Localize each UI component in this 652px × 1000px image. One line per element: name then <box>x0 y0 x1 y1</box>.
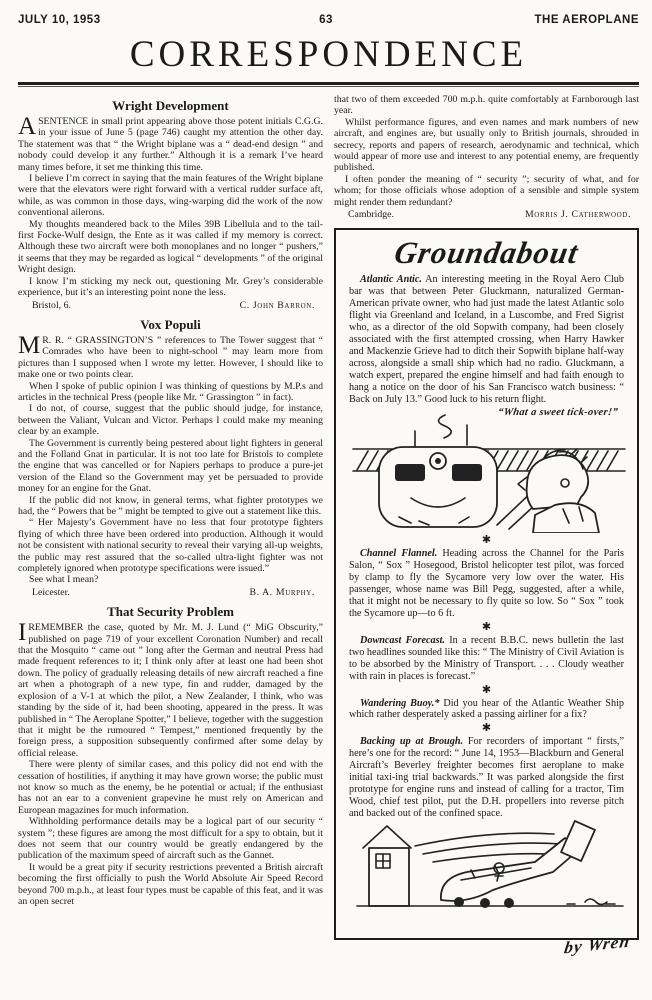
letter-paragraph: I believe I’m correct in saying that the main features of the Wright biplane were that the elevators were right forward with a vertical rudder surface aft, while, as was common in those days, wing-warping did the work of the now conventional ailerons. <box>18 173 323 219</box>
item-text: In a recent B.B.C. news bulletin the last two headlines sounded like this: “ The Ministry of Civil Aviation is to be absorbed by the Ministry of Transport. . . . Cloudy weather with rain in places is forecast.” <box>349 634 625 682</box>
item-text: An interesting meeting in the Royal Aero Club bar was that between Peter Gluckmann, naturalized German-American private owner, who had just made the latest Atlantic solo flight via Greenland and Iceland, in a Luscombe, and Fred Sigrist who, as a director of the old Sopwith company, had been closely associated with the first attempted crossing, when Harry Hawker and Mackenzie Grieve had to ditch their Sopwith biplane half-way across, alongside a small ship which had no radio. Gluckmann, a watch expert, prepared the engine himself and had faith enough to hang a notice on the door of his San Francisco watch business: “ Back on July 13.” Good luck to his return flight. <box>349 274 624 405</box>
item-text: Heading across the Channel for the Paris Salon, “ Sox ” Hosegood, Bristol helicopter test pilot, was forced by clamp to fly the Sycamore very low over the water. His passenger, whose name was Bill Pegg, suggested, after a while, that it might not be necessary to fly quite so low. So “ Sox ” took the Sycamore up—to 6 ft. <box>349 548 624 619</box>
dropcap: I <box>18 619 27 647</box>
signature-name: C. John Barron. <box>239 299 315 311</box>
groundabout-heading: Groundabout <box>391 235 582 271</box>
letter-heading: That Security Problem <box>107 604 234 620</box>
asterisk-divider-icon: ✱ <box>481 620 492 633</box>
letter-signature <box>18 299 323 313</box>
item-text: Did you hear of the Atlantic Weather Ship which rather desperately asked a passing airliner for a fix? <box>349 697 624 721</box>
letter-paragraph: The Government is currently being pestered about light fighters in general and the Folland Gnat in particular. It is not too late for Bristols to complete the engine that was cancelled or for Napiers perhaps to produce a pure-jet version of the Eland so the Government may yet be persuaded to provide money for an engine for the Gnat. <box>18 437 323 495</box>
letter-signature <box>334 208 639 222</box>
signature-location: Leicester. <box>32 586 70 598</box>
letter-heading: Vox Populi <box>140 316 201 332</box>
letter-paragraph: It would be a great pity if security restrictions prevented a British aircraft becoming the first officially to push the World Absolute Air Speed Record beyond 700 m.p.h., at least four types must be capable of this feat, and it was an open secret <box>18 861 323 907</box>
letter-text: SENTENCE in small print appearing above those potent initials C.G.G. in your issue of June 5 (page 746) caught my attention the other day. The statement was that “ the Wright biplane was a “ dead-end design ” and nobody could develop it any further.” Although it is a remark I’ve heard many times before, it set me thinking this time. <box>18 116 323 173</box>
asterisk-divider-icon: ✱ <box>481 722 492 735</box>
issue-date: JULY 10, 1953 <box>18 14 101 26</box>
letter-paragraph: “ Her Majesty’s Government have no less that four prototype fighters flying of which three have been ordered into production. Although it would not be consistent with national security to reveal their varying all-up weights, the public may rest assured that the so-called ultra-light fighter was not completely ignored when prototype specifications were issued.” <box>18 517 323 575</box>
letter-paragraph: See what I mean? <box>29 574 99 586</box>
letter-continuation <box>334 94 639 222</box>
letter-paragraph <box>18 331 323 381</box>
masthead <box>18 14 639 26</box>
letter-that-security-problem <box>18 604 323 907</box>
groundabout-item <box>349 736 624 819</box>
letter-paragraph <box>18 113 323 173</box>
signature-name: Morris J. Catherwood. <box>524 209 631 221</box>
cartoon-caption: “What a sweet tick-over!” <box>497 407 619 419</box>
page-title: CORRESPONDENCE <box>129 34 528 75</box>
signature-location: Bristol, 6. <box>32 299 71 311</box>
letter-paragraph: Whilst performance figures, and even names and mark numbers of new aircraft, and engines are, but usually only to British journals, shrouded in secrecy, reports and papers of research, aerodynamic and technical, which would appear of more use and interest to any potential enemy, are frequently published. <box>334 116 639 174</box>
two-column-layout <box>18 94 639 958</box>
item-text: For recorders of important “ firsts,” here’s one for the record: “ June 14, 1953—Blackburn and General Aircraft’s Beverley freighter becomes first aeroplane to make initial taxi-ing trial backwards.” It was parked alongside the first prototype for engine runs and instead of calling for a tractor, Tim Wood, chief test pilot, put the D.H. propellers into reverse pitch and backed out of the confined space. <box>349 736 624 819</box>
artist-signature: by Wren <box>562 931 632 958</box>
item-title: Atlantic Antic. <box>360 274 422 286</box>
letter-paragraph: I know I’m sticking my neck out, questioning Mr. Grey’s considerable experience, but it’s an interesting point none the less. <box>18 275 323 299</box>
left-column <box>18 94 323 940</box>
groundabout-item <box>349 548 624 619</box>
right-column <box>334 94 639 958</box>
dropcap: M <box>18 331 41 359</box>
letter-signature <box>18 586 323 600</box>
signature-location: Cambridge. <box>348 209 394 221</box>
groundabout-item <box>349 698 624 722</box>
letter-vox-populi <box>18 317 323 600</box>
item-title: Downcast Forecast. <box>360 634 445 646</box>
groundabout-item <box>349 635 624 683</box>
page-number: 63 <box>319 14 333 26</box>
letter-paragraph: My thoughts meandered back to the Miles 39B Libellula and to the tail-first Focke-Wulf design, the Ente as it was called if my memory is correct. Although these two aircraft were both monoplanes and no longer “ pushers,” it seems that they may be regarded as logical “ developments ” of the original Wright design. <box>18 218 323 276</box>
dropcap: A <box>18 113 37 140</box>
groundabout-box <box>334 228 639 958</box>
asterisk-divider-icon: ✱ <box>481 683 492 696</box>
letter-paragraph <box>18 619 323 759</box>
letter-paragraph: I do not, of course, suggest that the public should judge, for instance, between the Valiant, Vulcan and Victor. Perhaps I could make my meaning clear by an example. <box>18 403 323 438</box>
letter-text: R. R. “ GRASSINGTON’S ” references to The Tower suggest that “ Comrades who have been to night-school ” may learn more from pictures than I supposed when I wrote my letter. However, I should like to make one or two points clear. <box>18 334 323 381</box>
item-title: Wandering Buoy.* <box>360 697 440 709</box>
letter-paragraph: Withholding performance details may be a logical part of our security “ system ”; these figures are among the most difficult for a spy to obtain, but it does not seem that our country would be greatly endangered by the publication of the maximum speed of aircraft such as the Gannet. <box>18 816 323 862</box>
letter-paragraph: There were plenty of similar cases, and this policy did not end with the cessation of hostilities, if anything it may have grown worse; the public must not know so much as the enemy, be he potential or actual; if the enthusiast has not an ear to a convenient grapevine he must rely on American and European magazines for much information. <box>18 759 323 816</box>
magazine-name: THE AEROPLANE <box>534 14 639 26</box>
letter-paragraph: When I spoke of public opinion I was thinking of questions by M.P.s and articles in the technical Press (people like Mr. “ Grassington ” in fact). <box>18 380 323 403</box>
letter-heading: Wright Development <box>112 98 229 113</box>
item-title: Channel Flannel. <box>360 548 438 560</box>
groundabout-item <box>349 274 624 405</box>
title-rule <box>18 82 639 87</box>
letter-text: REMEMBER the case, quoted by Mr. M. J. Lund (“ MiG Obscurity,” published on page 719 of your excellent Coronation Number) and recall that the Mosquito “ came out ” long after the German and neutral Press had made frequent references to it; I think only after at least one had been shot down. The policy of gradually releasing details of new aircraft reached a fine art when a photograph of a new type, fin and rudder, damaged by the explosion of a V-1 at which the pilot, a New Zealander, I think, who was standing by the side of it, had been shooting, appeared in the press. It was published in “ The Aeroplane Spotter,” I believe, together with the suggestion that it might be the rumoured “ Tempest,” mentioned frequently by the foreign press, a supposition subsequently confirmed after some delay by official release. <box>18 622 323 759</box>
signature-name: B. A. Murphy. <box>249 586 315 598</box>
letter-paragraph: If the public did not know, in general terms, what fighter prototypes we had, the “ Powers that be ” might be tempted to give out a statement like this. <box>18 494 323 517</box>
letter-paragraph: that two of them exceeded 700 m.p.h. quite comfortably at Farnborough last year. <box>334 94 639 117</box>
cartoon-drawing-icon <box>349 405 630 533</box>
asterisk-divider-icon: ✱ <box>481 534 492 547</box>
letter-wright-development <box>18 98 323 313</box>
item-title: Backing up at Brough. <box>360 736 464 748</box>
cartoon-sweet-tickover <box>349 405 624 533</box>
cartoon-backing-up <box>349 820 624 910</box>
cartoon-drawing-icon <box>349 820 630 910</box>
letter-paragraph: I often ponder the meaning of “ security ”; security of what, and for whom; for those officials whose adoption of a sensible and simple system might render them redundant? <box>334 173 639 208</box>
